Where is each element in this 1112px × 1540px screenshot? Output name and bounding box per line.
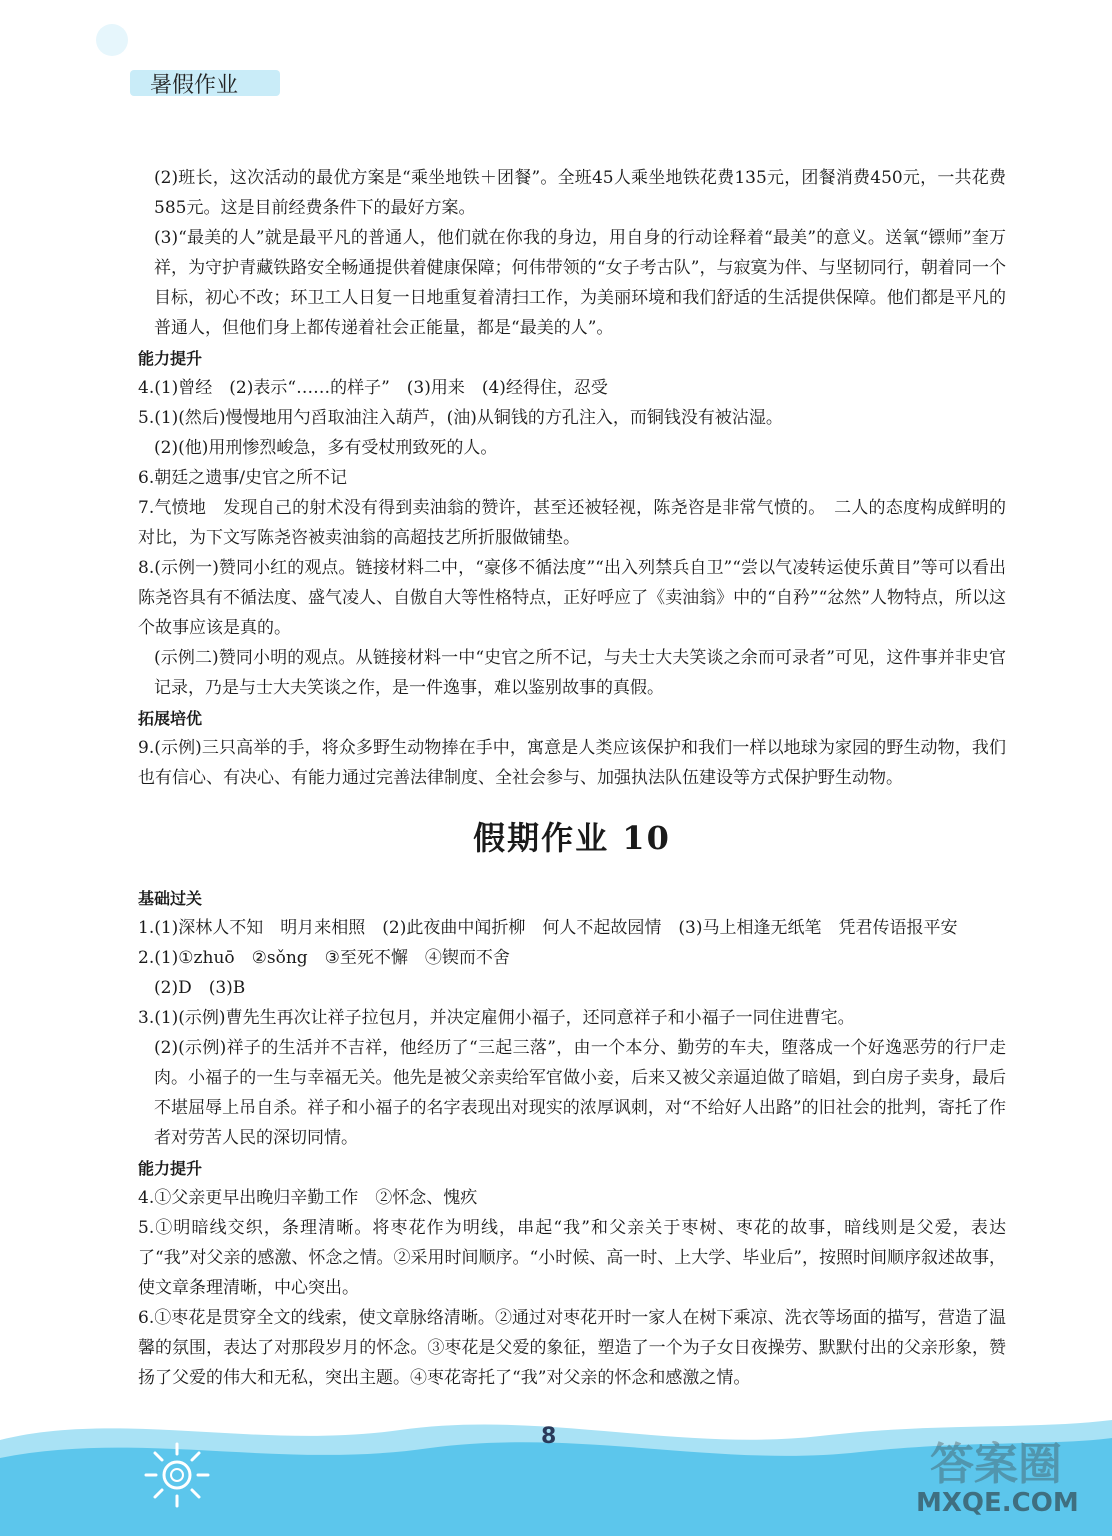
- answer-item: 6.①枣花是贯穿全文的线索，使文章脉络清晰。②通过对枣花开时一家人在树下乘凉、洗衣等场面的描写，营造了温馨的氛围，表达了对那段岁月的怀念。③枣花是父爱的象征，塑造了一个为子女日夜操劳、默默付出的父亲形象，赞扬了父爱的伟大和无私，突出主题。④枣花寄托了“我”对父亲的怀念和感激之情。: [138, 1308, 1006, 1388]
- answer-item: (2)(示例)祥子的生活并不吉祥，他经历了“三起三落”，由一个本分、勤劳的车夫，堕落成一个好逸恶劳的行尸走肉。小福子的一生与幸福无关。他先是被父亲卖给军官做小妾，后来又被父亲逼迫做了暗娼，到白房子卖身，最后不堪屈辱上吊自杀。祥子和小福子的名字表现出对现实的浓厚讽刺，对“不给好人出路”的旧社会的批判，寄托了作者对劳苦人民的深切同情。: [154, 1038, 1006, 1148]
- header-banner: [0, 0, 1112, 130]
- watermark-logo: 答案圈: [930, 1439, 1062, 1490]
- answer-item: 5.(1)(然后)慢慢地用勺舀取油注入葫芦，(油)从铜钱的方孔注入，而铜钱没有被沾湿。: [138, 408, 783, 428]
- section-heading-ability: 能力提升: [138, 349, 203, 368]
- answer-content: [138, 163, 1006, 1393]
- answer-item: 8.(示例一)赞同小红的观点。链接材料二中，“豪侈不循法度”“出入列禁兵自卫”“尝以气凌转运使乐黄目”等可以看出陈尧咨具有不循法度、盛气凌人、自傲自大等性格特点，正好呼应了《卖油翁》中的“自矜”“忿然”人物特点，所以这个故事应该是真的。: [138, 558, 1006, 638]
- assignment-title: 假期作业 10: [473, 819, 671, 857]
- answer-item: 5.①明暗线交织，条理清晰。将枣花作为明线，串起“我”和父亲关于枣树、枣花的故事，暗线则是父爱，表达了“我”对父亲的感激、怀念之情。②采用时间顺序。“小时候、高一时、上大学、毕业后”，按照时间顺序叙述故事，使文章条理清晰，中心突出。: [138, 1218, 1006, 1298]
- section-heading-expand: 拓展培优: [138, 709, 203, 728]
- answer-item: (3)“最美的人”就是最平凡的普通人，他们就在你我的身边，用自身的行动诠释着“最美”的意义。送氧“镖师”奎万祥，为守护青藏铁路安全畅通提供着健康保障；何伟带领的“女子考古队”，与寂寞为伴、与坚韧同行，朝着同一个目标，初心不改；环卫工人日复一日地重复着清扫工作，为美丽环境和我们舒适的生活提供保障。他们都是平凡的普通人，但他们身上都传递着社会正能量，都是“最美的人”。: [154, 228, 1006, 338]
- watermark-text: MXQE.COM: [916, 1488, 1079, 1518]
- answer-item: 6.朝廷之遗事/史官之所不记: [138, 468, 347, 488]
- sun-icon: [142, 1440, 212, 1510]
- header-title: 暑假作业: [150, 73, 239, 98]
- answer-item: 4.①父亲更早出晚归辛勤工作 ②怀念、愧疚: [138, 1188, 478, 1208]
- answer-item: (2)D (3)B: [154, 978, 246, 998]
- answer-item: (2)班长，这次活动的最优方案是“乘坐地铁＋团餐”。全班45人乘坐地铁花费135元，团餐消费450元，一共花费585元。这是目前经费条件下的最好方案。: [154, 168, 1006, 218]
- section-heading-ability-2: 能力提升: [138, 1159, 203, 1178]
- section-heading-basic: 基础过关: [138, 889, 203, 908]
- header-decoration: [0, 0, 1112, 130]
- answer-item: (示例二)赞同小明的观点。从链接材料一中“史官之所不记，与夫士大夫笑谈之余而可录者”可见，这件事并非史官记录，乃是与士大夫笑谈之作，是一件逸事，难以鉴别故事的真假。: [154, 648, 1006, 698]
- answer-item: (2)(他)用刑惨烈峻急，多有受杖刑致死的人。: [154, 438, 498, 458]
- answer-item: 2.(1)①zhuō ②sǒng ③至死不懈 ④锲而不舍: [138, 948, 510, 968]
- answer-item: 7.气愤地 发现自己的射术没有得到卖油翁的赞许，甚至还被轻视，陈尧咨是非常气愤的。 二人的态度构成鲜明的对比，为下文写陈尧咨被卖油翁的高超技艺所折服做铺垫。: [138, 498, 1006, 548]
- answer-item: 4.(1)曾经 (2)表示“……的样子” (3)用来 (4)经得住，忍受: [138, 378, 608, 398]
- page-number: 8: [541, 1424, 557, 1449]
- answer-item: 3.(1)(示例)曹先生再次让祥子拉包月，并决定雇佣小福子，还同意祥子和小福子一同住进曹宅。: [138, 1008, 855, 1028]
- answer-item: 1.(1)深林人不知 明月来相照 (2)此夜曲中闻折柳 何人不起故园情 (3)马上相逢无纸笔 凭君传语报平安: [138, 918, 958, 938]
- answer-item: 9.(示例)三只高举的手，将众多野生动物捧在手中，寓意是人类应该保护和我们一样以地球为家园的野生动物，我们也有信心、有决心、有能力通过完善法律制度、全社会参与、加强执法队伍建设等方式保护野生动物。: [138, 738, 1006, 788]
